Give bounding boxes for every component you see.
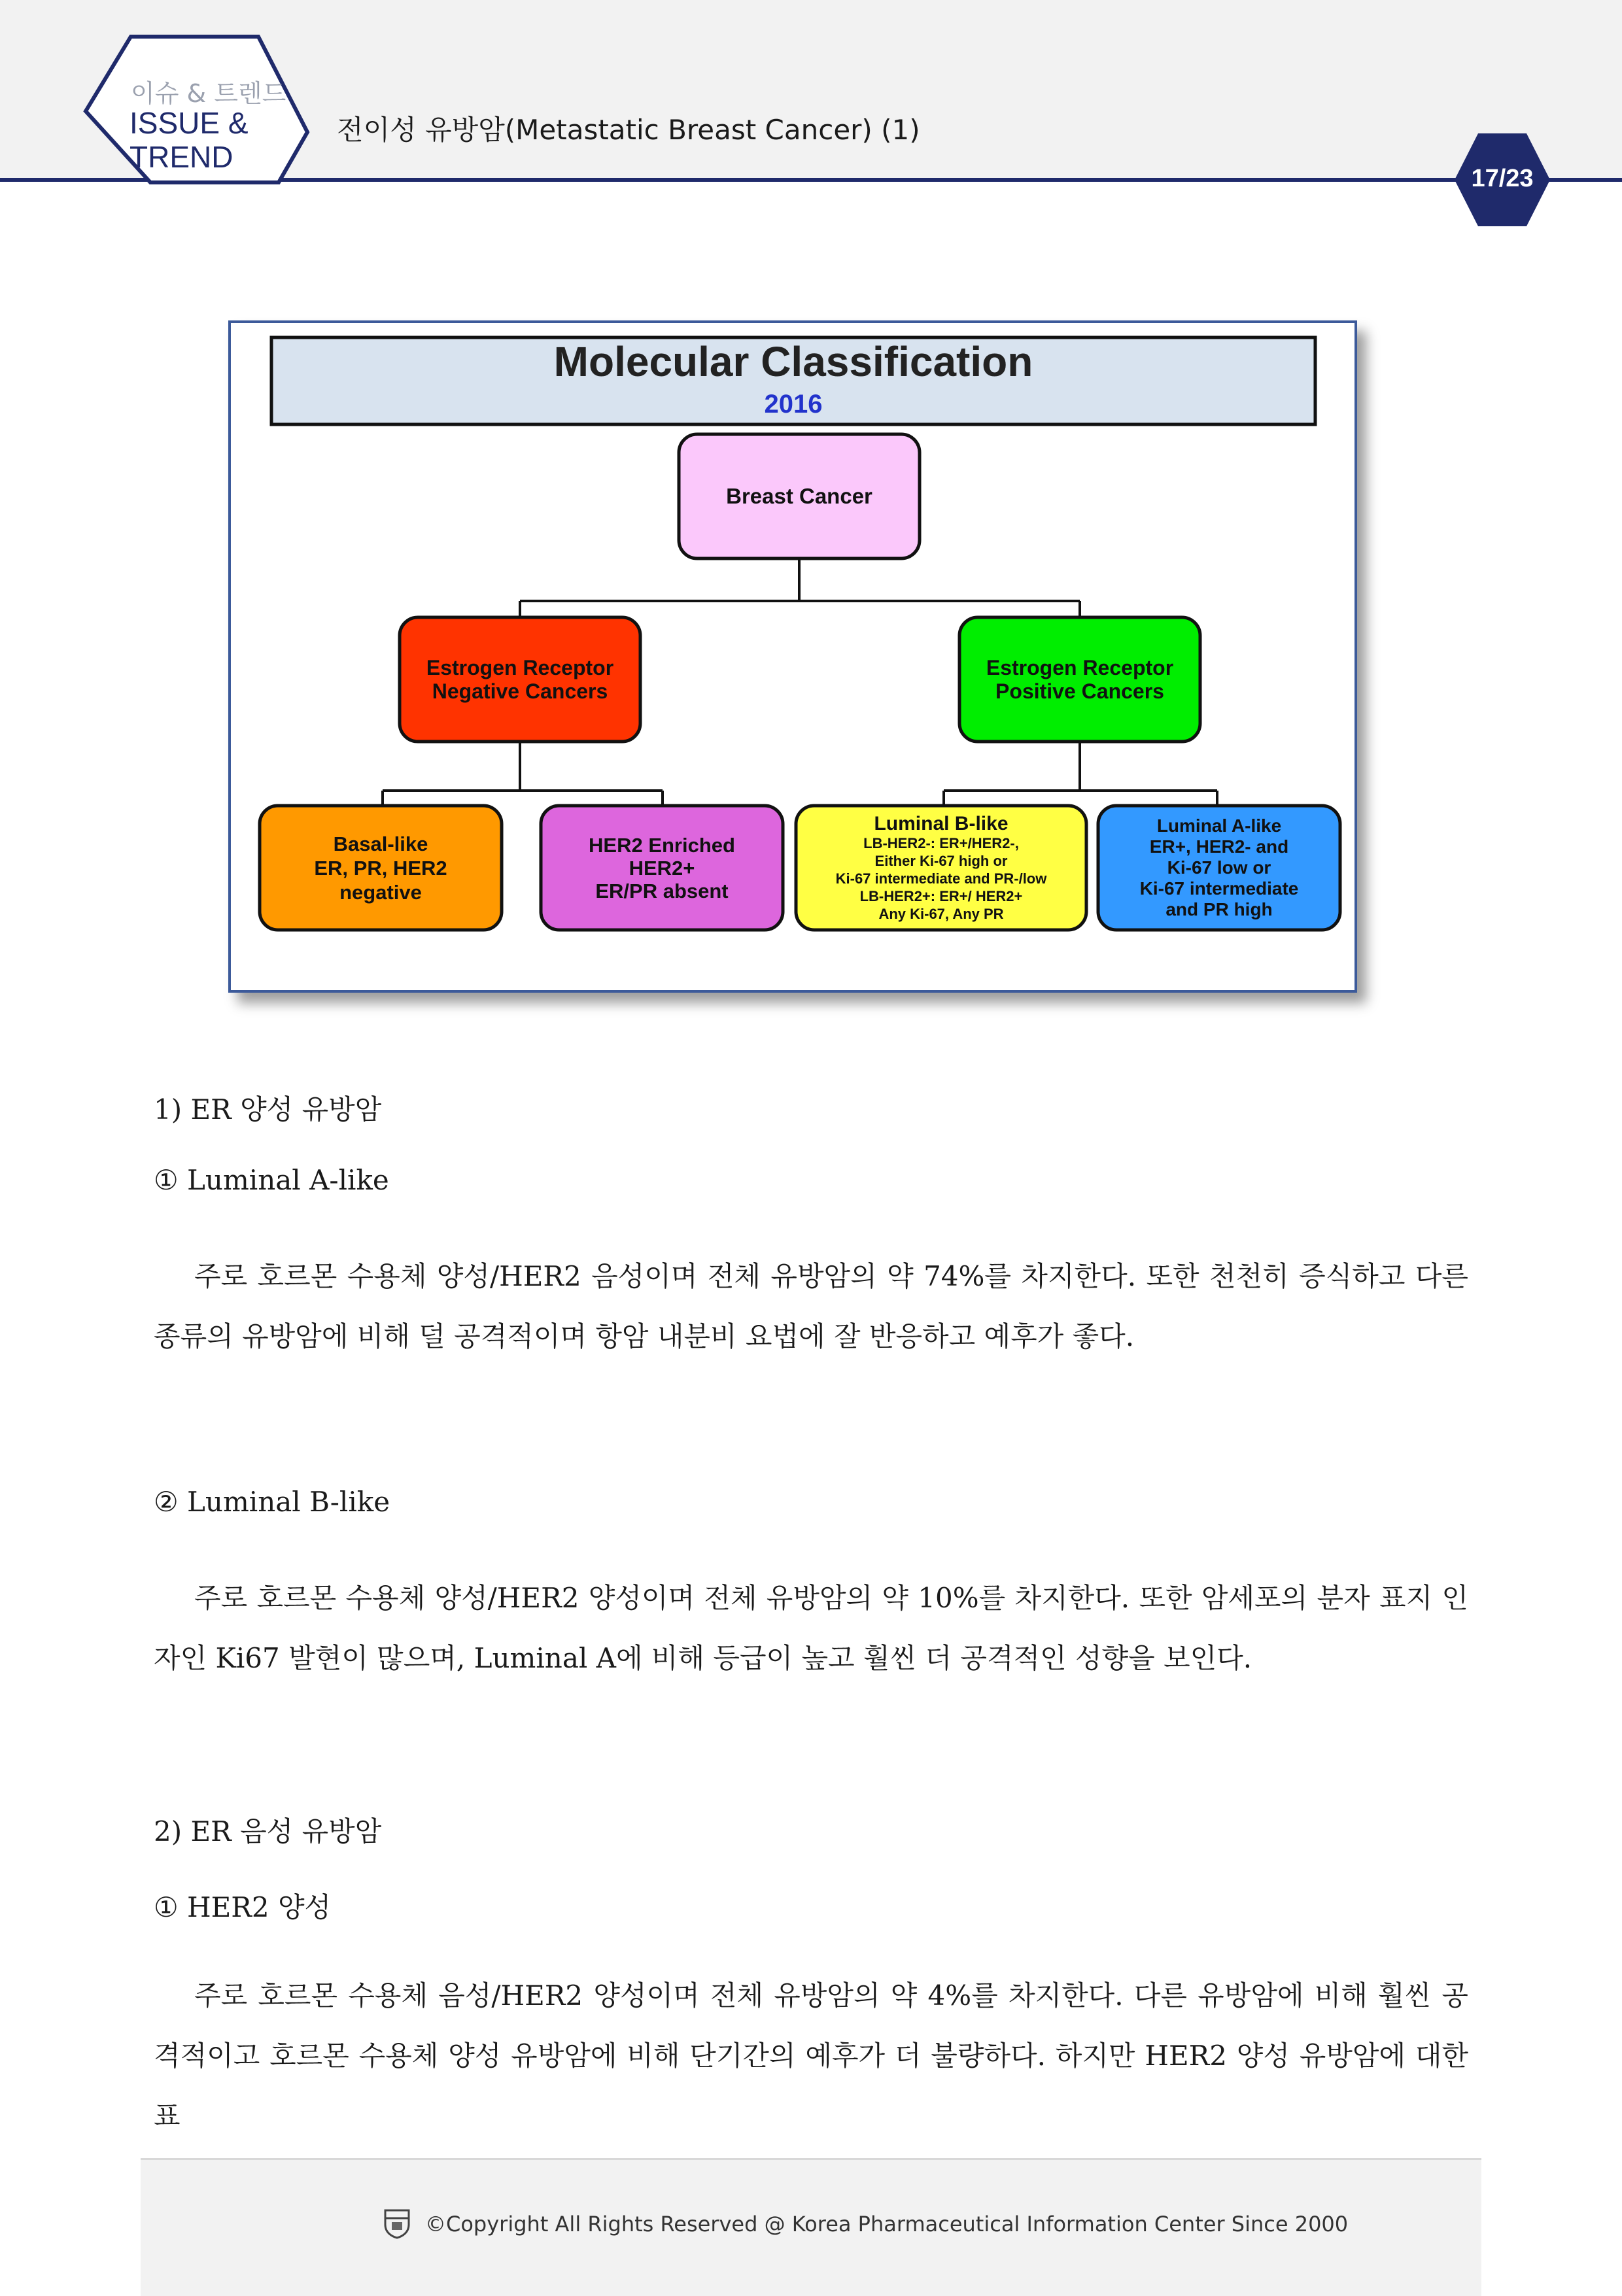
er-positive-line: Estrogen Receptor <box>986 656 1174 679</box>
er-positive-line: Positive Cancers <box>995 679 1164 703</box>
basal-line: Basal-like <box>333 832 428 855</box>
figure-title: Molecular Classification <box>553 338 1033 385</box>
paragraph-text: 주로 호르몬 수용체 양성/HER2 음성이며 전체 유방암의 약 74%를 차지한다. 또한 천천히 증식하고 다른 종류의 유방암에 비해 덜 공격적이며 항암 내분비 요법에 잘 반응하고 예후가 좋다. <box>154 1260 1468 1352</box>
luminal-b-line: Ki-67 intermediate and PR-/low <box>835 870 1047 887</box>
luminal-b-label <box>796 806 1086 930</box>
er-negative-line: Estrogen Receptor <box>426 656 614 679</box>
paragraph-luminal-a <box>154 1246 1468 1367</box>
luminal-b-line: Any Ki-67, Any PR <box>878 906 1004 922</box>
luminal-b-line: LB-HER2-: ER+/HER2-, <box>863 835 1019 851</box>
luminal-b-line: Either Ki-67 high or <box>874 853 1008 869</box>
er-negative-label <box>400 617 640 742</box>
badge-line-2: TREND <box>129 140 233 174</box>
her2-line: HER2 Enriched <box>589 833 735 857</box>
luminal-a-line: Ki-67 low or <box>1167 857 1271 878</box>
luminal-a-line: ER+, HER2- and <box>1149 836 1289 857</box>
basal-line: negative <box>339 880 422 904</box>
copyright-text: ©Copyright All Rights Reserved @ Korea Pharmaceutical Information Center Since 2000 <box>425 2212 1349 2236</box>
basal-line: ER, PR, HER2 <box>314 856 447 880</box>
er-negative-line: Negative Cancers <box>432 679 608 703</box>
her2-line: ER/PR absent <box>595 879 729 902</box>
page-number: 17/23 <box>1471 165 1534 192</box>
paragraph-text: 주로 호르몬 수용체 양성/HER2 양성이며 전체 유방암의 약 10%를 차지한다. 또한 암세포의 분자 표지 인자인 Ki67 발현이 많으며, Luminal A에 비해 등급이 높고 훨씬 더 공격적인 성향을 보인다. <box>154 1582 1468 1674</box>
luminal-a-line: and PR high <box>1165 899 1273 919</box>
section-heading-er-negative: 2) ER 음성 유방암 <box>154 1815 382 1847</box>
paragraph-luminal-b <box>154 1568 1468 1688</box>
breast-cancer-label <box>679 434 920 558</box>
luminal-b-heading: Luminal B-like <box>874 813 1009 834</box>
subheading-luminal-b: ② Luminal B-like <box>154 1486 390 1518</box>
section-heading-er-positive: 1) ER 양성 유방암 <box>154 1093 382 1125</box>
molecular-classification-figure <box>228 320 1357 993</box>
figure-year: 2016 <box>764 390 823 419</box>
her2-enriched-label <box>541 806 783 930</box>
paragraph-text: 주로 호르몬 수용체 음성/HER2 양성이며 전체 유방암의 약 4%를 차지한다. 다른 유방암에 비해 훨씬 공격적이고 호르몬 수용체 양성 유방암에 비해 단기간의 예후가 더 불량하다. 하지만 HER2 양성 유방암에 대한 표 <box>154 1979 1469 2132</box>
kpic-shield-icon <box>383 2208 411 2239</box>
page-title: 전이성 유방암(Metastatic Breast Cancer) (1) <box>337 114 920 146</box>
paragraph-her2-positive <box>154 1966 1468 2146</box>
root-label: Breast Cancer <box>726 484 872 508</box>
luminal-b-line: LB-HER2+: ER+/ HER2+ <box>859 888 1023 904</box>
luminal-a-label <box>1098 806 1340 930</box>
badge-line-1: ISSUE & <box>129 106 249 140</box>
basal-like-label <box>260 806 502 930</box>
subheading-her2-positive: ① HER2 양성 <box>154 1891 332 1923</box>
luminal-a-line: Luminal A-like <box>1156 815 1282 836</box>
her2-line: HER2+ <box>629 856 695 880</box>
badge-issue-trend <box>129 106 249 174</box>
subheading-luminal-a: ① Luminal A-like <box>154 1164 389 1196</box>
luminal-a-line: Ki-67 intermediate <box>1139 878 1299 899</box>
badge-small-label: 이슈 & 트렌드 <box>131 79 286 108</box>
er-positive-label <box>959 617 1200 742</box>
